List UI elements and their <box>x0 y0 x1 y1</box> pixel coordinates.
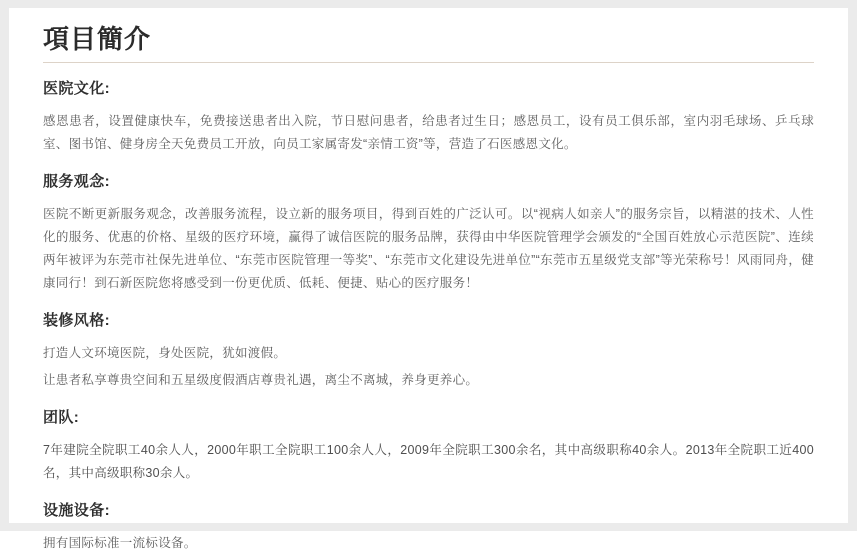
section-body <box>43 342 814 392</box>
section-body <box>43 110 814 156</box>
section-hospital-culture <box>43 77 814 156</box>
section-heading: 设施设备: <box>43 502 110 519</box>
section-heading: 团队: <box>43 409 80 426</box>
section-heading: 医院文化: <box>43 80 110 97</box>
paragraph: 打造人文环境医院，身处医院，犹如渡假。 <box>43 346 287 360</box>
page-title: 項目簡介 <box>43 24 152 54</box>
paragraph: 感恩患者，设置健康快车，免费接送患者出入院，节日慰问患者，给患者过生日；感恩员工，设有员工俱乐部，室内羽毛球场、乒乓球室、图书馆、健身房全天免费员工开放，向员工家属寄发“亲情工资”等，营造了石医感恩文化。 <box>43 114 814 151</box>
section-team <box>43 406 814 485</box>
section-body <box>43 439 814 485</box>
paragraph: 让患者私享尊贵空间和五星级度假酒店尊贵礼遇，离尘不离城，养身更养心。 <box>43 373 479 387</box>
section-heading: 装修风格: <box>43 312 110 329</box>
section-body <box>43 532 814 555</box>
paragraph: 7年建院全院职工40余人人，2000年职工全院职工100余人人，2009年全院职工300余名，其中高级职称40余人。2013年全院职工近400名，其中高级职称30余人。 <box>43 443 814 480</box>
section-decoration-style <box>43 309 814 392</box>
section-body <box>43 203 814 295</box>
title-divider <box>43 62 814 63</box>
section-facilities <box>43 499 814 555</box>
paragraph: 拥有国际标准一流标设备。 <box>43 536 197 550</box>
document-content <box>9 8 848 550</box>
section-service-concept <box>43 170 814 295</box>
paragraph: 医院不断更新服务观念，改善服务流程，设立新的服务项目，得到百姓的广泛认可。以“视病人如亲人”的服务宗旨，以精湛的技术、人性化的服务、优惠的价格、星级的医疗环境，赢得了诚信医院的服务品牌，获得由中华医院管理学会颁发的“全国百姓放心示范医院”、连续两年被评为东莞市社保先进单位、“东莞市医院管理一等奖”、“东莞市文化建设先进单位”“东莞市五星级党支部”等光荣称号！风雨同舟，健康同行！到石新医院您将感受到一份更优质、低耗、便捷、贴心的医疗服务！ <box>43 207 814 290</box>
section-heading: 服务观念: <box>43 173 110 190</box>
